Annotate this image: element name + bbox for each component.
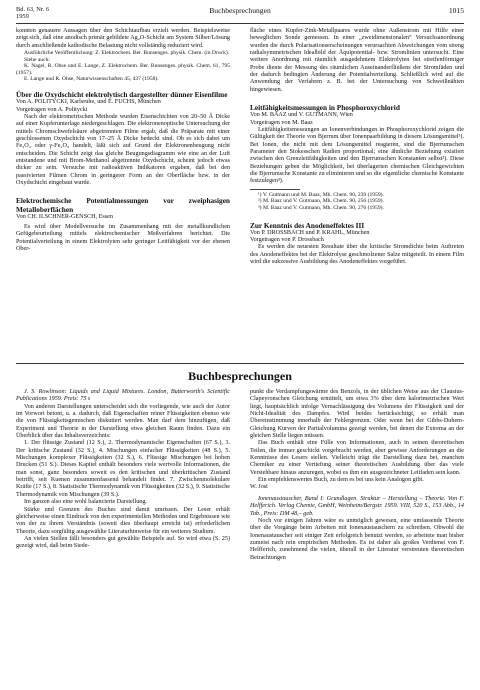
review-paragraph: An vielen Stellen fällt besonders gut gewählte Beispiele auf. So wird etwa (S. 25) gezeigt wird, daß beim Siede- — [16, 535, 230, 550]
article-title: Leitfähigkeitsmessungen in Phosphoroxychlorid — [250, 103, 400, 113]
article-authors: Von A. POLITYCKI, Karlsruhe, und E. FUCHS, München — [16, 99, 161, 106]
review-left-column — [16, 389, 230, 551]
review-paragraph: Stärke und Grenzen des Buches sind damit umrissen. Der Leser erhält gleicherweise einen Eindruck von den experimentellen Methoden und Ergebnissen wie von der zu ihrem Verständnis (soweit dies überhaupt erreicht ist) erforderlichen Theorie, dazu sorgfältig ausgewählte Literaturhinweise für ein weiteres Studium. — [16, 506, 230, 535]
review-continued: punkt die Verdampfungswärme des Benzols, in der üblichen Weise aus der Clausius-Clapeyronschen Gleichung ermittelt, um etwa 3% über dem kalorimetrischen Wert liegt, hauptsächlich infolge Vernachlässigung des Volumens der Flüssigkeit und der Nicht-Idealität des Dampfes. Wird beides berücksichtigt, so erhält man Übereinstimmung innerhalb der Fehlergrenzen. Oder wenn bei der Gibbs-Duhem-Gleichung Kurven der Partialvolumina gezeigt werden, bei denen die Extrema an der gleichen Stelle liegen müssen. — [250, 389, 464, 440]
article-body: Leitfähigkeitsmessungen an Ionenverbindungen in Phosphoroxychlorid zeigen die Gültigkeit der Theorie von Bjerrum über Ionenpaarbildung in diesem Lösungsmittel¹). Bei Ionen, die nicht mit dem Lösungsmittel reagieren, sind die Bjerrumschen Parameter den Stokesschen Radien proportional; eine ähnliche Beziehung existiert zwischen den Grenzleitfähigkeiten und den Bjerrumschen Konstanten selbst²). Diese Beziehungen geben die Möglichkeit, bei überlagerten chemischen Gleichgewichten die Bjerrumsche Konstante zu eliminieren und so die eigentliche chemische Konstante festzulegen³). — [250, 126, 464, 185]
right-column — [250, 28, 464, 266]
header-rule — [16, 23, 464, 24]
section-rule — [16, 363, 464, 364]
article-body: Es werden die neuesten Resultate über die kritische Stromdichte beim Auftreten des Anodeneffektes bei der Elektrolyse geschmolzener Salze mitgeteilt. In einem Film wird die sukzessive Ausbildung des Anodeneffektes vorgeführt. — [250, 244, 464, 266]
continued-text: fläche eines Kupfer-Zink-Metallpaares wurde ohne Außenstrom mit Hilfe einer beweglichen Sonde gemessen. In einer „zweidimensionalen“ Versuchsanordnung wurden die durch Polarisationserscheinungen verursachten Abweichungen vom streng radialsymmetrischen Idealbild der Äquipotential- bzw. Stromlinien untersucht. Eine weitere Anordnung mit räumlich ausgedehntem Elektrolyten bei streifenförmiger Probe diente der Messung des räumlichen Auseinanderfließens der Stromfäden und der dadurch bedingten Änderung der Potentialverteilung. Schließlich wird auf die Anwendung der Verfahren z. B. bei der Untersuchung von Schweißnähten hingewiesen. — [250, 28, 464, 93]
article-body: Es wird über Modellversuche im Zusammenhang mit der metallkundlichen Gefügebeurteilung mittels elektrochemischer Meßverfahren berichtet. Die Potentialverteilung in einem Elektrolyten sehr geringer Leitfähigkeit vor der ebenen Ober- — [16, 224, 230, 253]
review-paragraph: Das Buch enthält eine Fülle von Informationen, auch in seinen theoretischen Teilen, die immer geschickt vorgebracht werden, aber gewisse Anforderungen an die Kenntnisse des Lesers stellen. Vielleicht trägt die Darstellung dazu bei, manchen Chemiker zu einer Vertiefung seiner theoretischen Ausbildung über das viele Verstehbare hinaus anzuregen, wobei es ihm ein ausgezeichneter Leitfaden sein kann. — [250, 440, 464, 476]
footnote: ²) M. Baaz und V. Gutmann, Mh. Chem. 90, 256 (1959). — [258, 198, 384, 205]
footnote-rule — [250, 189, 300, 190]
review-paragraph: 1. Der flüssige Zustand (12 S.), 2. Thermodynamische Eigenschaften (67 S.), 3. Der kritische Zustand (32 S.), 4. Mischungen einfacher Flüssigkeiten (48 S.), 5. Mischungen komplexer Flüssigkeiten (32 S.), 6. Flüssige Mischungen bei hohen Drucken (51 S.). Dieses Kapitel enthält besonders viele wertvolle Informationen, die man sonst, ganz besonders soweit es den kritischen und überkritischen Zustand betrifft, seit Kuenen zusammenfassend behandelt findet. 7. Zwischenmolekulare Kräfte (17 S.), 8. Statistische Thermodynamik von Flüssigkeiten (32 S.), 9. Statistische Thermodynamik von Mischungen (39 S.). — [16, 440, 230, 498]
article-presenter: Vorgetragen von P. Drossbach — [250, 237, 324, 244]
article-presenter: Vorgetragen von M. Baaz — [250, 119, 313, 126]
page-number: 1015 — [448, 6, 464, 15]
review-paragraph: Von anderen Darstellungen unterscheidet sich die vorliegende, wie auch der Autor im Vorwort betont, u. a. dadurch, daß Eigenschaften reiner Flüssigkeiten ebenso wie die von Flüssigkeitsgemischen diskutiert werden. Man darf dem hinzufügen, daß Experiment und Theorie in der Darstellung etwa gleichen Raum finden. Dazu ein Überblick über das Inhaltsverzeichnis: — [16, 403, 230, 440]
article-presenter: Vorgetragen von A. Politycki — [16, 106, 88, 113]
review-right-column — [250, 389, 464, 562]
review-citation: Ionenaustauscher, Band I: Grundlagen. Struktur – Herstellung – Theorie. Von F. Helfferich. Verlag Chemie, GmbH, Weinheim/Bergstr. 1959. VIII, 520 S., 153 Abb., 14 Tab., Preis: DM 48,– geb. — [250, 495, 464, 517]
running-title: Buchbesprechungen — [209, 6, 271, 15]
review-citation: J. S. Rowlinson: Liquids and Liquid Mixtures. London, Butterworth's Scientific Publications 1959. Preis: 75 s — [16, 389, 230, 403]
page-header — [16, 6, 464, 28]
review-signature: W. Jost — [250, 484, 268, 491]
refs-siehe: Siehe auch: — [24, 56, 50, 63]
journal-volume-line: Bd. 63, Nr. 6 — [16, 6, 50, 13]
article-title: Zur Kenntnis des Anodeneffektes III — [250, 220, 365, 230]
article-authors: Von P. DROSSBACH und P. KRAHL, München — [250, 229, 370, 236]
article-title: Über die Oxydschicht elektrolytisch dargestellter dünner Eisenfilme — [16, 90, 228, 99]
footnote: ³) M. Baaz und V. Gutmann, Mh. Chem. 90, 276 (1959). — [258, 204, 384, 211]
refs-heading: Ausführliche Veröffentlichung: Z. Elektrochem. Ber. Bunsenges. physik. Chem. (in Druck). — [24, 50, 230, 57]
review-paragraph: Im ganzen also eine wohl balancierte Darstellung. — [24, 499, 147, 506]
article-title: Elektrochemische Potentialmessungen vor zweiphasigen Metalloberflächen — [16, 196, 230, 214]
left-column — [16, 28, 230, 253]
article-authors: Von M. BAAZ und V. GUTMANN, Wien — [250, 112, 353, 119]
reference: K. Nagel, R. Ohse und E. Lange, Z. Elektrochem. Ber. Bunsenges. physik. Chem. 61, 795 (1957). — [16, 63, 230, 76]
section-title: Buchbesprechungen — [188, 369, 292, 383]
review-paragraph: Ein empfehlenswertes Buch, zu dem es bei uns kein Analogon gibt. — [258, 477, 424, 484]
article-authors: Von CH. ILSCHNER-GENSCH, Essen — [16, 213, 113, 220]
footnote: ¹) V. Gutmann und M. Baaz, Mh. Chem. 90, 239 (1959). — [258, 191, 384, 198]
continued-text: konnten genauere Aussagen über den Schichtaufbau erzielt werden. Beispielsweise zeigt sich, daß eine anodisch primär gebildete Ag₂O-Schicht am System Silber/Lösung durch anschließende kathodische Belastung nicht vollständig reduziert wird. — [16, 28, 230, 49]
journal-year-line: 1959 — [16, 13, 29, 21]
review-paragraph: Noch vor einigen Jahren wäre es unmöglich gewesen, eine umfassende Theorie über die Vorgänge beim Arbeiten mit Ionenaustauschern zu schreiben. Obwohl die Ionenaustauscher seit einiger Zeit erfolgreich benutzt werden, so arbeitete man bisher zumeist nach rein empirischen Methoden. Es ist daher als großes Verdienst von F. Helfferich, zunehmend die vielen, überall in der Literatur verstreuten theoretischen Betrachtungen — [250, 517, 464, 561]
article-body: Nach der elektrometrischen Methode wurden Eisenschichten von 20–50 Å Dicke auf einer Kupferunterlage niedergeschlagen. Die elektronenoptische Untersuchung der mittels Chromschwefelsäure abgetrennten Filme ergab, daß die Präparate mit einer geschlossenen Oxydschicht von 17–25 Å Dicke bedeckt sind. Ob es sich dabei um Fe₃O₄ oder γ-Fe₂O₃ handelt, läßt sich auf Grund der Elektronenbeugung nicht entscheiden. Die Schicht zeigt das gleiche Beugungsdiagramm wie eine an der Luft entstandene und mit Brom-Methanol abgetrennte Oxydschicht, scheint jedoch etwas dicker zu sein. Versuche mit radioaktiven Indikatoren ergaben, daß bei den passivierten Filmen Chrom in geringerer Form an der Oberfläche bzw. in der Oxydschicht eingebaut wurde. — [16, 113, 230, 186]
reference: E. Lange und R. Ohse, Naturwissenschaften 45, 437 (1958). — [24, 76, 159, 83]
